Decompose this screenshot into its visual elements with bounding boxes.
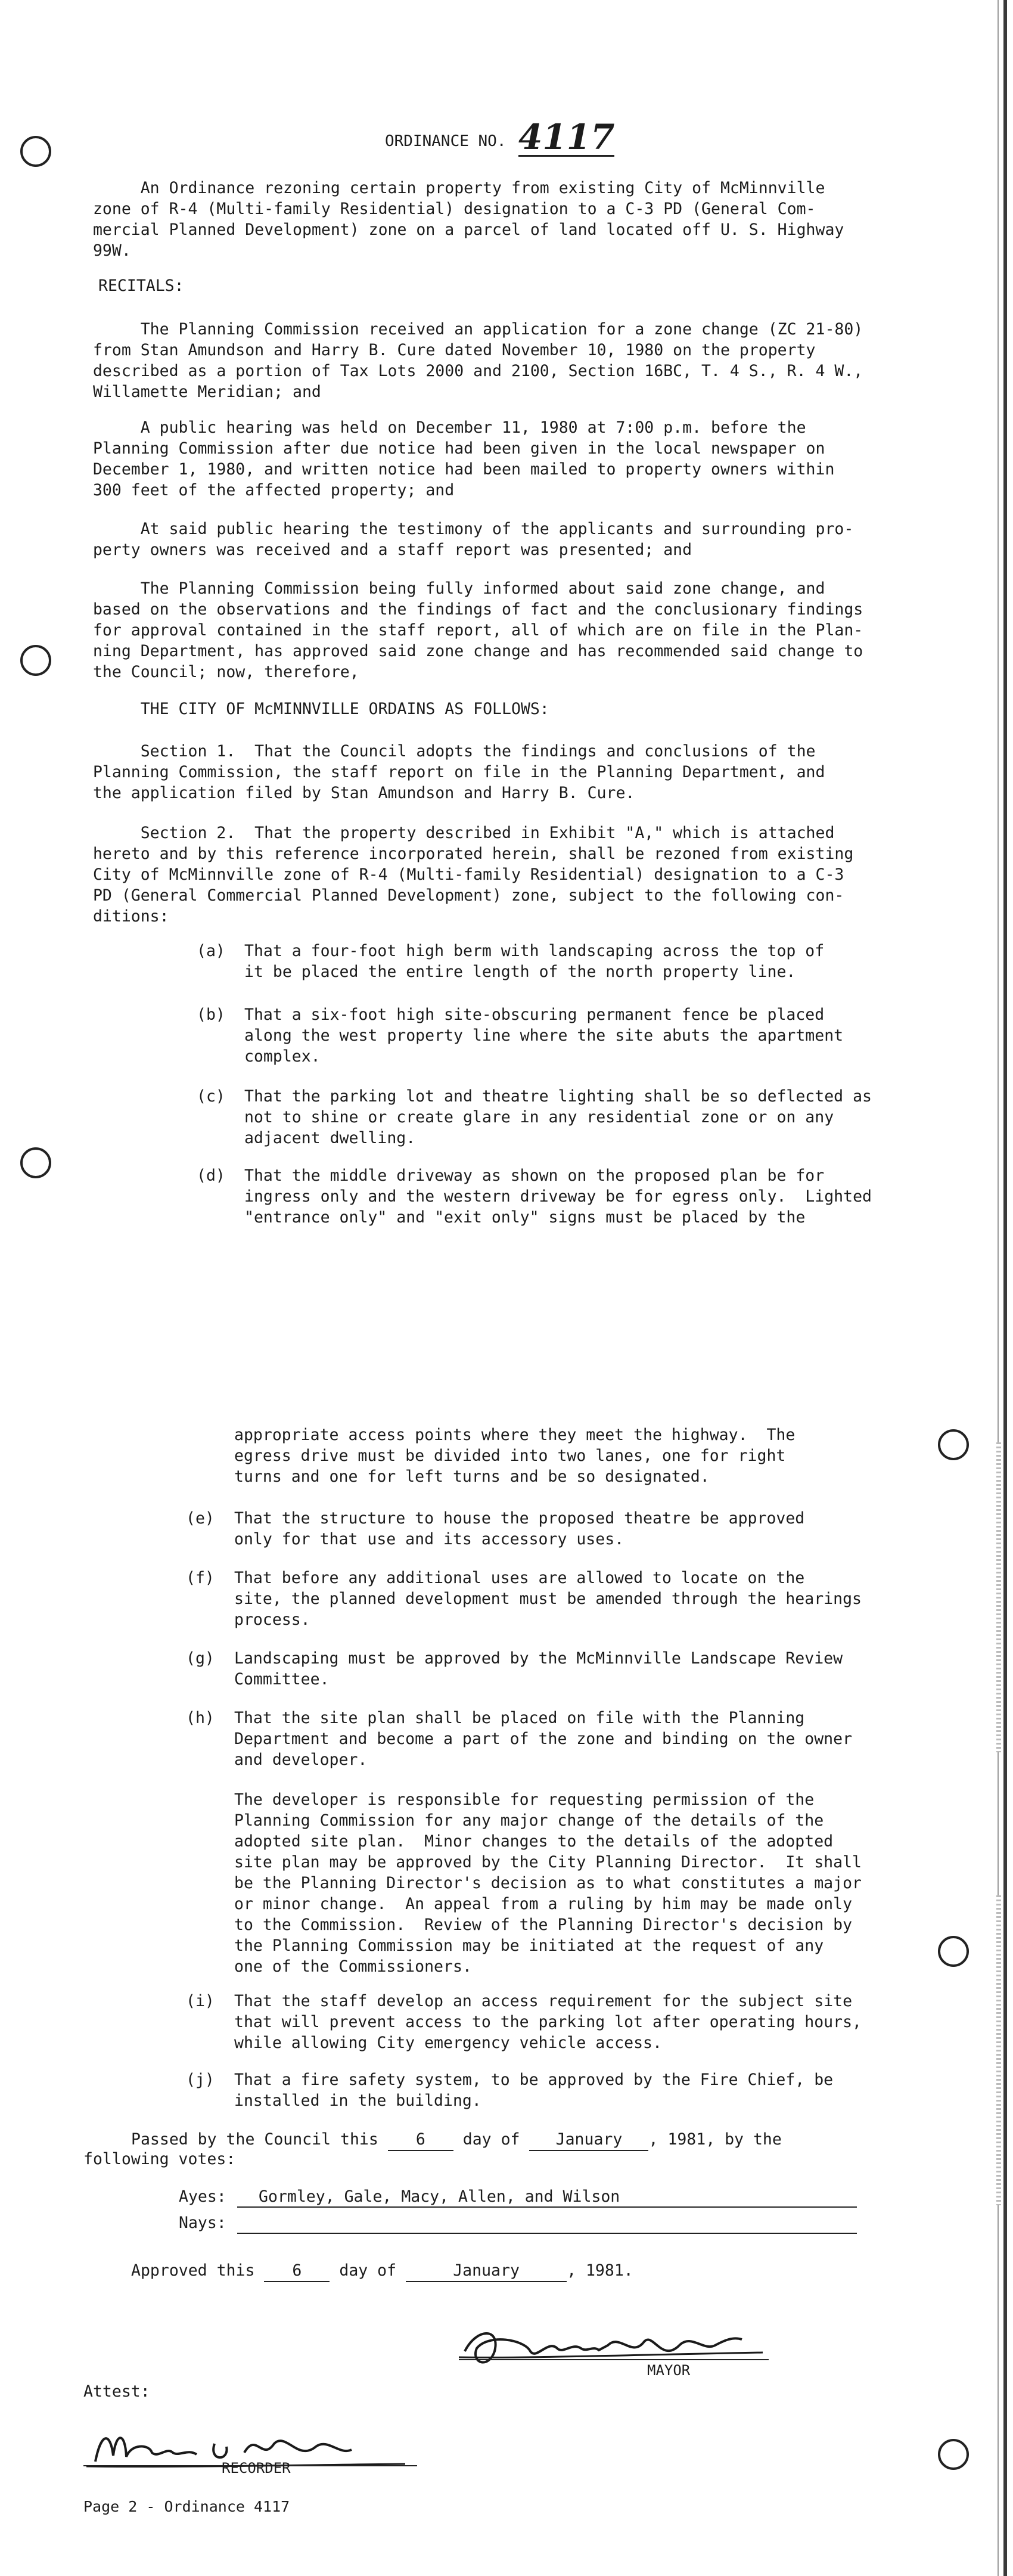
condition-text: That a fire safety system, to be approved by the Fire Chief, be installed in the building. bbox=[234, 2071, 834, 2110]
condition-text: That before any additional uses are allowed to locate on the site, the planned development must be amended through the hearings process. bbox=[234, 1569, 862, 1629]
mayor-line bbox=[459, 2359, 769, 2360]
approved-month: January bbox=[406, 2260, 567, 2282]
condition-label: (b) bbox=[197, 1005, 225, 1024]
condition-text: Landscaping must be approved by the McMinnville Landscape Review Committee. bbox=[234, 1649, 843, 1689]
condition-label: (a) bbox=[197, 942, 225, 960]
preamble: An Ordinance rezoning certain property from existing City of McMinnville zone of R-4 (Multi-family Residential) designation to a C-3 PD (General Com- mercial Planned Development) zone on a parcel of land located off U. S. Highway 99W. bbox=[92, 179, 844, 260]
recital-paragraph: The Planning Commission received an application for a zone change (ZC 21-80) from Stan Amundson and Harry B. Cure dated November 10, 1980 on the property described as a portion of Tax Lots 2000 and 2100, Section 16BC, T. 4 S., R. 4 W., Willamette Meridian; and bbox=[92, 320, 863, 401]
condition-text: That the staff develop an access requirement for the subject site that will prevent access to the parking lot after operating hours, while allowing City emergency vehicle access. bbox=[234, 1992, 862, 2052]
recital-paragraph: The Planning Commission being fully informed about said zone change, and based on the observations and the findings of fact and the conclusionary findings for approval contained in the staff report, all of which are on file in the Plan- ning Department, has approved said zone change and has recommended said change to the Council; now, therefore, bbox=[92, 579, 863, 681]
passed-day: 6 bbox=[388, 2129, 453, 2151]
condition-d-continuation: appropriate access points where they meet the highway. The egress drive must be divided into two lanes, one for right turns and one for left turns and be so designated. bbox=[234, 1426, 796, 1486]
punch-hole bbox=[20, 136, 51, 167]
approved-line bbox=[131, 2260, 633, 2282]
nays-label: Nays: bbox=[179, 2214, 226, 2232]
approved-prefix: Approved this bbox=[131, 2261, 255, 2280]
recitals-heading: RECITALS: bbox=[98, 277, 184, 295]
punch-hole bbox=[20, 645, 51, 676]
condition-text: That a four-foot high berm with landscaping across the top of it be placed the entire length of the north property line. bbox=[244, 942, 825, 981]
condition-label: (d) bbox=[197, 1166, 225, 1185]
section-2: Section 2. That the property described in Exhibit "A," which is attached hereto and by this reference incorporated herein, shall be rezoned from existing City of McMinnville zone of R-4 (Multi-family Residential) designation to a C-3 PD (General Commercial Planned Development) zone, subject to the following con- ditions: bbox=[92, 824, 854, 926]
page-edge bbox=[1003, 0, 1007, 2576]
condition-text: That the parking lot and theatre lighting shall be so deflected as not to shine or create glare in any residential zone or on any adjacent dwelling. bbox=[244, 1087, 872, 1147]
attest-label: Attest: bbox=[83, 2382, 150, 2401]
condition-label: (j) bbox=[186, 2071, 215, 2089]
passed-mid: day of bbox=[462, 2130, 520, 2149]
section-1: Section 1. That the Council adopts the findings and conclusions of the Planning Commission, the staff report on file in the Planning Department, and the application filed by Stan Amundson and Harry B. Cure. bbox=[92, 742, 825, 802]
passed-suffix: , 1981, by the bbox=[648, 2130, 782, 2149]
approved-day: 6 bbox=[264, 2260, 330, 2282]
recital-paragraph: A public hearing was held on December 11, 1980 at 7:00 p.m. before the Planning Commission after due notice had been given in the local newspaper on December 1, 1980, and written notice had been mailed to property owners within 300 feet of the affected property; and bbox=[92, 418, 835, 499]
passed-month: January bbox=[529, 2129, 648, 2151]
condition-text: That a six-foot high site-obscuring permanent fence be placed along the west property line where the site abuts the apartment complex. bbox=[244, 1005, 844, 1066]
condition-label: (g) bbox=[186, 1649, 215, 1668]
mayor-signature bbox=[453, 2316, 787, 2375]
condition-text: That the site plan shall be placed on file with the Planning Department and become a part of the zone and binding on the owner and developer. bbox=[234, 1709, 853, 1769]
mayor-label: MAYOR bbox=[647, 2362, 691, 2379]
recorder-label: RECORDER bbox=[222, 2460, 291, 2476]
ordains-heading: THE CITY OF McMINNVILLE ORDAINS AS FOLLOWS: bbox=[83, 700, 549, 718]
scan-noise bbox=[996, 1895, 1001, 2205]
ordinance-number: 4117 bbox=[518, 117, 615, 157]
passed-line-2: following votes: bbox=[83, 2150, 236, 2168]
punch-hole bbox=[938, 2439, 969, 2470]
condition-text: That the structure to house the proposed theatre be approved only for that use and its accessory uses. bbox=[234, 1509, 805, 1548]
ordinance-title: ORDINANCE NO. bbox=[385, 132, 506, 150]
condition-label: (f) bbox=[186, 1569, 215, 1587]
page-footer: Page 2 - Ordinance 4117 bbox=[83, 2498, 290, 2515]
condition-label: (c) bbox=[197, 1087, 225, 1106]
condition-label: (h) bbox=[186, 1709, 215, 1727]
nays-line bbox=[237, 2233, 857, 2234]
ayes-line bbox=[237, 2206, 857, 2208]
punch-hole bbox=[938, 1429, 969, 1460]
condition-label: (e) bbox=[186, 1509, 215, 1528]
passed-prefix: Passed by the Council this bbox=[131, 2130, 378, 2149]
ayes-value: Gormley, Gale, Macy, Allen, and Wilson bbox=[259, 2187, 620, 2206]
punch-hole bbox=[20, 1147, 51, 1178]
passed-line bbox=[131, 2129, 782, 2151]
approved-mid: day of bbox=[339, 2261, 397, 2280]
approved-suffix: , 1981. bbox=[567, 2261, 633, 2280]
punch-hole bbox=[938, 1936, 969, 1967]
developer-paragraph: The developer is responsible for requesting permission of the Planning Commission for any major change of the details of the adopted site plan. Minor changes to the details of the adopted site plan may be approved by the City Planning Director. It shall be the Planning Director's decision as to what constitutes a major or minor change. An appeal from a ruling by him may be made only to the Commission. Review of the Planning Director's decision by the Planning Commission may be initiated at the request of any one of the Commissioners. bbox=[234, 1790, 862, 1976]
ayes-label: Ayes: bbox=[179, 2187, 226, 2206]
recital-paragraph: At said public hearing the testimony of the applicants and surrounding pro- perty owners was received and a staff report was presented; and bbox=[92, 520, 854, 559]
condition-label: (i) bbox=[186, 1992, 215, 2010]
scan-noise bbox=[996, 1442, 1001, 1752]
condition-text: That the middle driveway as shown on the proposed plan be for ingress only and the western driveway be for egress only. Lighted "entrance only" and "exit only" signs must be placed by the bbox=[244, 1166, 872, 1227]
